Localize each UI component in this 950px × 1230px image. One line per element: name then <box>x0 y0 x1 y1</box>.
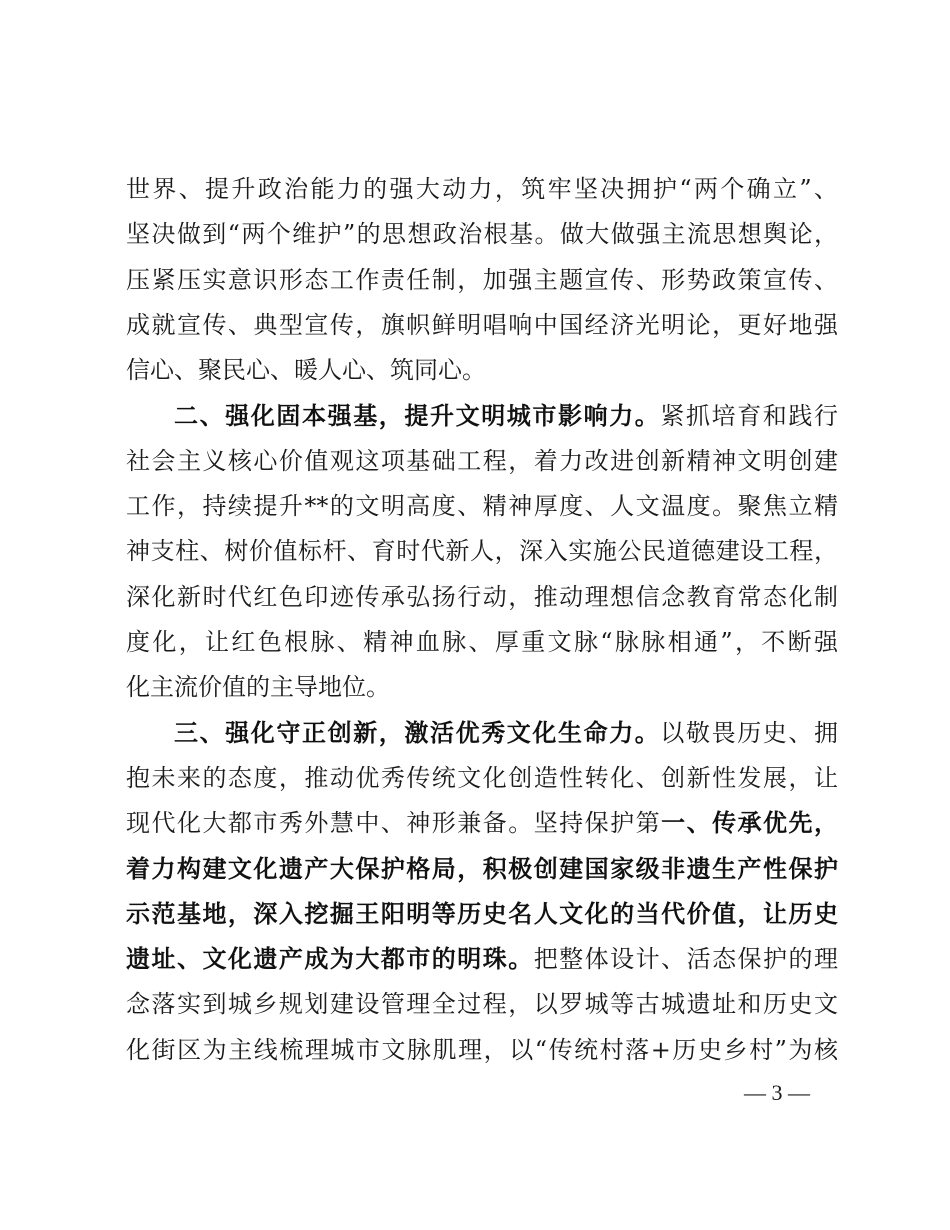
line-text: 世界、提升政治能力的强大动力，筑牢坚决拥护“两个确立”、 <box>126 175 838 203</box>
line-text: 信心、聚民心、暖人心、筑同心。 <box>126 356 486 384</box>
body-line-16 <box>126 847 838 891</box>
section-3-heading-line <box>174 711 838 755</box>
body-line-2 <box>126 212 838 256</box>
body-line-3 <box>126 258 838 302</box>
line-text: 化主流价值的主导地位。 <box>126 673 390 701</box>
line-text: 现代化大都市秀外慧中、神形兼备。坚持保护第 <box>126 809 662 837</box>
line-text: 深化新时代红色印迹传承弘扬行动，推动理想信念教育常态化制 <box>126 583 838 611</box>
line-text: 度化，让红色根脉、精神血脉、厚重文脉“脉脉相通”，不断强 <box>126 628 838 656</box>
body-line-1 <box>126 167 838 211</box>
body-line-11 <box>126 620 838 664</box>
body-line-18 <box>126 937 838 981</box>
body-line-19 <box>126 982 838 1026</box>
line-text: 社会主义核心价值观这项基础工程，着力改进创新精神文明创建 <box>126 447 838 475</box>
page-number: — 3 — <box>744 1080 810 1105</box>
body-line-10 <box>126 575 838 619</box>
line-text: 坚决做到“两个维护”的思想政治根基。做大做强主流思想舆论， <box>126 220 838 248</box>
body-line-15 <box>126 801 838 845</box>
emphasis-text: 一、传承优先， <box>661 809 838 837</box>
line-text: 抱未来的态度，推动优秀传统文化创造性转化、创新性发展，让 <box>126 764 838 792</box>
body-line-8 <box>126 484 838 528</box>
emphasis-text: 着力构建文化遗产大保护格局，积极创建国家级非遗生产性保护 <box>126 855 838 883</box>
body-line-5 <box>126 348 838 392</box>
body-line-7 <box>126 439 838 483</box>
section-2-heading-line <box>174 394 838 438</box>
line-text: 以敬畏历史、拥 <box>660 719 838 747</box>
line-text: 念落实到城乡规划建设管理全过程，以罗城等古城遗址和历史文 <box>126 990 838 1018</box>
line-text: 工作，持续提升**的文明高度、精神厚度、人文温度。聚焦立精 <box>126 492 838 520</box>
body-line-9 <box>126 529 838 573</box>
line-text: 成就宣传、典型宣传，旗帜鲜明唱响中国经济光明论，更好地强 <box>126 311 838 339</box>
section-3-heading: 三、强化守正创新，激活优秀文化生命力。 <box>174 719 661 747</box>
line-text: 把整体设计、活态保护的理 <box>533 945 838 973</box>
emphasis-text: 示范基地，深入挖掘王阳明等历史名人文化的当代价值，让历史 <box>126 900 838 928</box>
line-text: 压紧压实意识形态工作责任制，加强主题宣传、形势政策宣传、 <box>126 266 838 294</box>
line-text: 化街区为主线梳理城市文脉肌理，以“传统村落+历史乡村”为核 <box>126 1036 838 1064</box>
body-line-17 <box>126 892 838 936</box>
line-text: 神支柱、树价值标杆、育时代新人，深入实施公民道德建设工程， <box>126 537 838 565</box>
section-2-heading: 二、强化固本强基，提升文明城市影响力。 <box>174 402 661 430</box>
line-text: 紧抓培育和践行 <box>660 402 838 430</box>
body-line-20 <box>126 1028 838 1072</box>
emphasis-text: 遗址、文化遗产成为大都市的明珠。 <box>126 945 534 973</box>
body-line-14 <box>126 756 838 800</box>
body-line-4 <box>126 303 838 347</box>
body-line-12 <box>126 665 838 709</box>
